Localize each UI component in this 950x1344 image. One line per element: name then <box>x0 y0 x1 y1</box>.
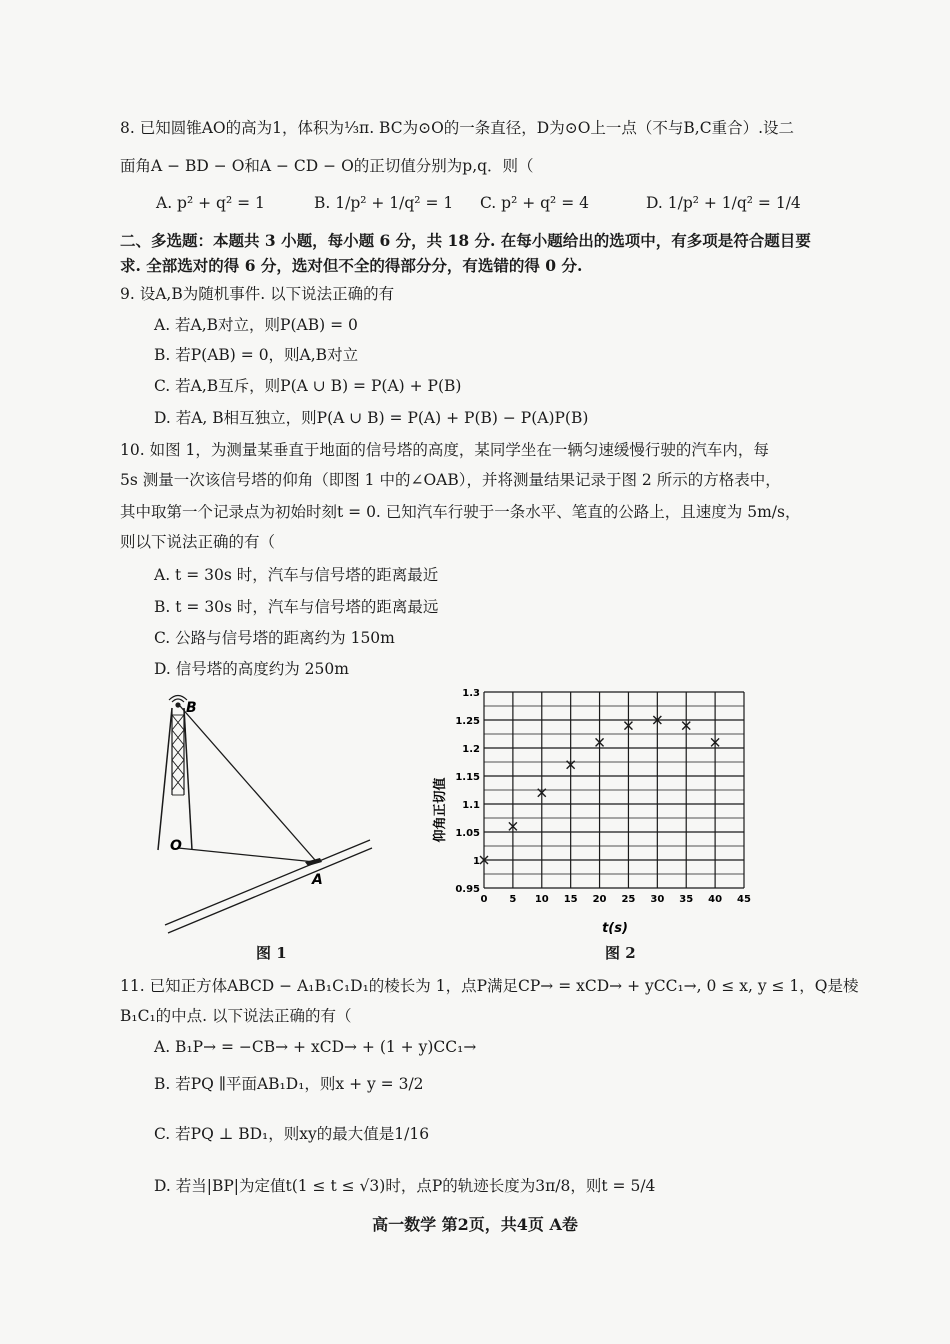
q10-option-d: D. 信号塔的高度约为 250m <box>154 660 349 678</box>
chart-x-tick-label: 35 <box>679 894 694 905</box>
figure2-caption: 图 2 <box>605 944 636 962</box>
figure1-label-b: B <box>186 700 197 716</box>
q10-line2: 5s 测量一次该信号塔的仰角（即图 1 中的∠OAB），并将测量结果记录于图 2 所示的方格表中， <box>120 471 781 489</box>
q10-option-a: A. t = 30s 时，汽车与信号塔的距离最近 <box>154 566 439 584</box>
q11-option-d: D. 若当|BP|为定值t(1 ≤ t ≤ √3)时，点P的轨迹长度为3π/8，则t = 5/4 <box>154 1177 656 1195</box>
q11-option-a: A. B₁P→ = −CB→ + xCD→ + (1 + y)CC₁→ <box>154 1038 477 1056</box>
figure2-chart <box>420 680 770 940</box>
figure1-caption: 图 1 <box>256 944 287 962</box>
q8-option-d: D. 1/p² + 1/q² = 1/4 <box>646 194 801 212</box>
chart-x-axis-label: t(s) <box>602 921 628 936</box>
chart-y-tick-label: 1.3 <box>462 688 480 699</box>
chart-y-tick-label: 1.1 <box>462 800 480 811</box>
line-oa <box>178 848 315 862</box>
page-footer: 高一数学 第2页，共4页 A卷 <box>372 1215 578 1234</box>
line-ba <box>180 706 315 860</box>
road-edge-lower <box>168 848 372 933</box>
q11-line2: B₁C₁的中点. 以下说法正确的有（ <box>120 1007 352 1025</box>
chart-x-tick-label: 15 <box>563 894 578 905</box>
q10-option-b: B. t = 30s 时，汽车与信号塔的距离最远 <box>154 598 439 616</box>
q8-option-b: B. 1/p² + 1/q² = 1 <box>314 194 454 212</box>
tower-right-leg <box>184 708 192 850</box>
chart-x-tick-label: 25 <box>621 894 636 905</box>
q9-option-a: A. 若A,B对立，则P(AB) = 0 <box>154 316 358 334</box>
chart-y-axis-label: 仰角正切值 <box>433 777 448 843</box>
section2-line1: 二、多选题：本题共 3 小题，每小题 6 分，共 18 分. 在每小题给出的选项中，有多项是符合题目要 <box>120 231 811 250</box>
chart-x-tick-label: 45 <box>737 894 751 905</box>
q10-line3: 其中取第一个记录点为初始时刻t = 0. 已知汽车行驶于一条水平、笔直的公路上，且速度为 5m/s， <box>120 503 801 521</box>
q11-option-c: C. 若PQ ⊥ BD₁，则xy的最大值是1/16 <box>154 1125 430 1143</box>
q8-line2: 面角A − BD − O和A − CD − O的正切值分别为p,q．则（ <box>120 157 534 175</box>
antenna-icon <box>169 696 187 708</box>
chart-y-tick-label: 1.15 <box>455 772 480 783</box>
chart-x-tick-label: 10 <box>534 894 549 905</box>
figure1-label-o: O <box>170 838 182 854</box>
q9-option-b: B. 若P(AB) = 0，则A,B对立 <box>154 346 359 364</box>
chart-y-tick-label: 1 <box>473 856 480 867</box>
chart-x-tick-label: 40 <box>708 894 723 905</box>
q11-option-b: B. 若PQ ∥平面AB₁D₁，则x + y = 3/2 <box>154 1075 424 1093</box>
chart-y-tick-label: 1.05 <box>455 828 480 839</box>
tower-left-leg <box>158 708 172 850</box>
section2-line2: 求. 全部选对的得 6 分，选对但不全的得部分分，有选错的得 0 分. <box>120 256 583 275</box>
figure1-diagram <box>150 690 390 935</box>
q10-line1: 10. 如图 1，为测量某垂直于地面的信号塔的高度，某同学坐在一辆匀速缓慢行驶的汽车内，每 <box>120 441 769 459</box>
q10-line4: 则以下说法正确的有（ <box>120 533 276 551</box>
chart-x-tick-label: 0 <box>480 894 488 905</box>
q9-stem: 9. 设A,B为随机事件. 以下说法正确的有 <box>120 285 395 303</box>
q9-option-d: D. 若A, B相互独立，则P(A ∪ B) = P(A) + P(B) − P(A)P(B) <box>154 409 589 427</box>
chart-x-tick-label: 5 <box>509 894 517 905</box>
q10-option-c: C. 公路与信号塔的距离约为 150m <box>154 629 395 647</box>
q8-line1: 8. 已知圆锥AO的高为1，体积为⅓π. BC为⊙O的一条直径，D为⊙O上一点（不与B,C重合）.设二 <box>120 119 795 137</box>
chart-y-tick-label: 0.95 <box>455 884 480 895</box>
chart-y-tick-label: 1.25 <box>455 716 480 727</box>
figure1-label-a: A <box>312 872 323 888</box>
chart-y-tick-label: 1.2 <box>462 744 480 755</box>
chart-x-tick-label: 20 <box>592 894 607 905</box>
q8-option-c: C. p² + q² = 4 <box>480 194 589 212</box>
q11-line1: 11. 已知正方体ABCD − A₁B₁C₁D₁的棱长为 1，点P满足CP→ = xCD→ + yCC₁→, 0 ≤ x, y ≤ 1，Q是棱 <box>120 977 859 995</box>
chart-x-tick-label: 30 <box>650 894 665 905</box>
q8-option-a: A. p² + q² = 1 <box>156 194 265 212</box>
road-edge-upper <box>165 840 370 925</box>
q9-option-c: C. 若A,B互斥，则P(A ∪ B) = P(A) + P(B) <box>154 377 462 395</box>
